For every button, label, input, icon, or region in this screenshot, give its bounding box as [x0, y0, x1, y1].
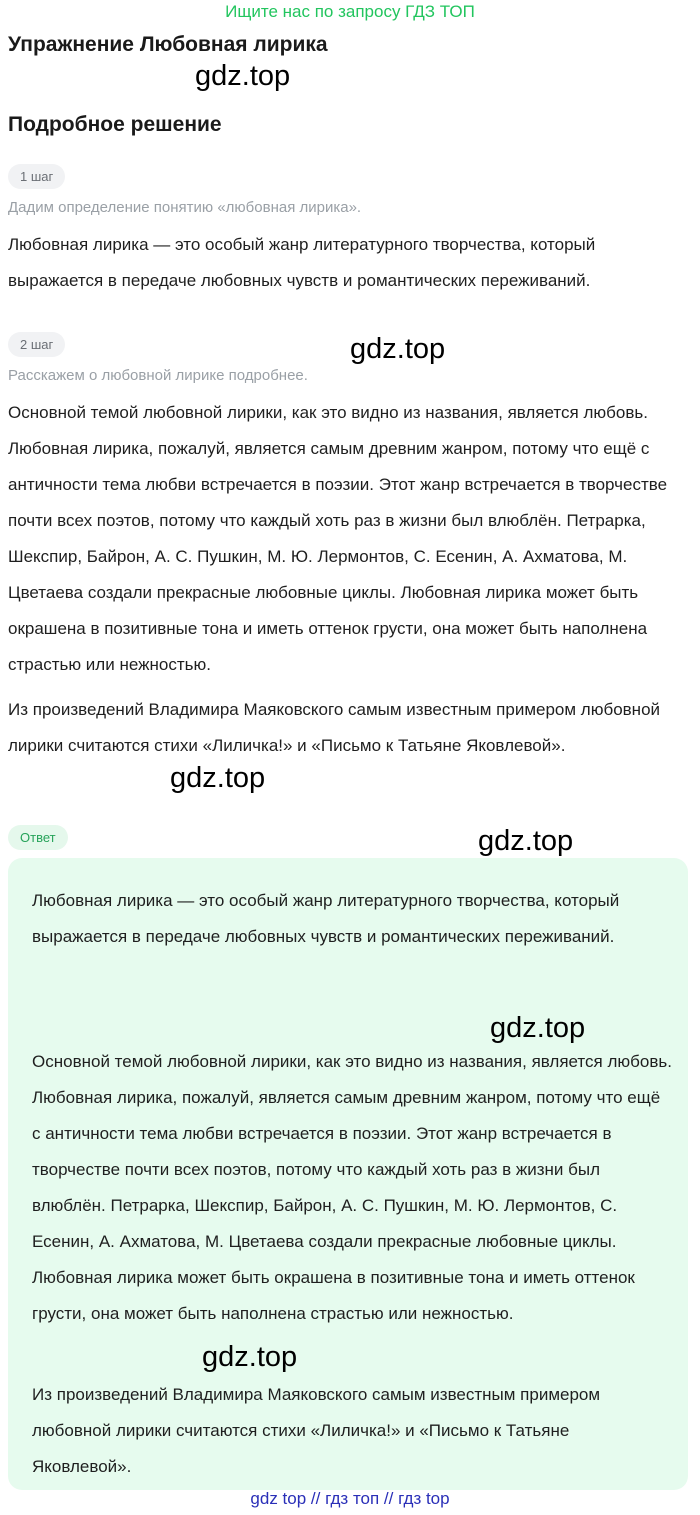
- watermark: gdz.top: [478, 825, 574, 857]
- section-title: Подробное решение: [8, 113, 222, 136]
- answer-paragraph-2: Основной темой любовной лирики, как это видно из названия, является любовь. Любовная лирика, пожалуй, является самым древним жанром, потому что ещё с античности тема любви встречается в поэзии. Этот жанр встречается в творчестве почти всех поэтов, потому что каждый хоть раз в жизни был влюблён. Петрарка, Шекспир, Байрон, А. С. Пушкин, М. Ю. Лермонтов, С. Есенин, А. Ахматова, М. Цветаева создали прекрасные любовные циклы. Любовная лирика может быть окрашена в позитивные тона и иметь оттенок грусти, она может быть наполнена страстью или нежностью.: [32, 1052, 672, 1323]
- footer-links: gdz top // гдз топ // гдз top: [250, 1489, 450, 1508]
- answer-paragraph-1: Любовная лирика — это особый жанр литературного творчества, который выражается в передаче любовных чувств и романтических переживаний.: [32, 891, 620, 946]
- step-2-text-1: Основной темой любовной лирики, как это видно из названия, является любовь. Любовная лирика, пожалуй, является самым древним жанром, потому что ещё с античности тема любви встречается в поэзии. Этот жанр встречается в творчестве почти всех поэтов, потому что каждый хоть раз в жизни был влюблён. Петрарка, Шекспир, Байрон, А. С. Пушкин, М. Ю. Лермонтов, С. Есенин, А. Ахматова, М. Цветаева создали прекрасные любовные циклы. Любовная лирика может быть окрашена в позитивные тона и иметь оттенок грусти, она может быть наполнена страстью или нежностью.: [8, 403, 668, 674]
- answer-badge: Ответ: [8, 825, 68, 850]
- step-2-hint: Расскажем о любовной лирике подробнее.: [8, 367, 308, 384]
- watermark: gdz.top: [202, 1341, 298, 1373]
- answer-paragraph-3: Из произведений Владимира Маяковского самым известным примером любовной лирики считаются стихи «Лиличка!» и «Письмо к Татьяне Яковлевой».: [32, 1385, 601, 1476]
- watermark: gdz.top: [195, 60, 291, 92]
- step-1-badge: 1 шаг: [8, 164, 65, 189]
- step-1-hint: Дадим определение понятию «любовная лирика».: [8, 199, 362, 216]
- watermark: gdz.top: [170, 762, 266, 794]
- step-2-text-2: Из произведений Владимира Маяковского самым известным примером любовной лирики считаются стихи «Лиличка!» и «Письмо к Татьяне Яковлевой».: [8, 700, 661, 755]
- watermark: gdz.top: [350, 333, 446, 365]
- page-title: Упражнение Любовная лирика: [8, 33, 328, 56]
- step-2-badge: 2 шаг: [8, 332, 65, 357]
- search-banner: Ищите нас по запросу ГДЗ ТОП: [225, 2, 475, 21]
- step-1-text: Любовная лирика — это особый жанр литературного творчества, который выражается в передаче любовных чувств и романтических переживаний.: [8, 235, 596, 290]
- watermark: gdz.top: [490, 1012, 586, 1044]
